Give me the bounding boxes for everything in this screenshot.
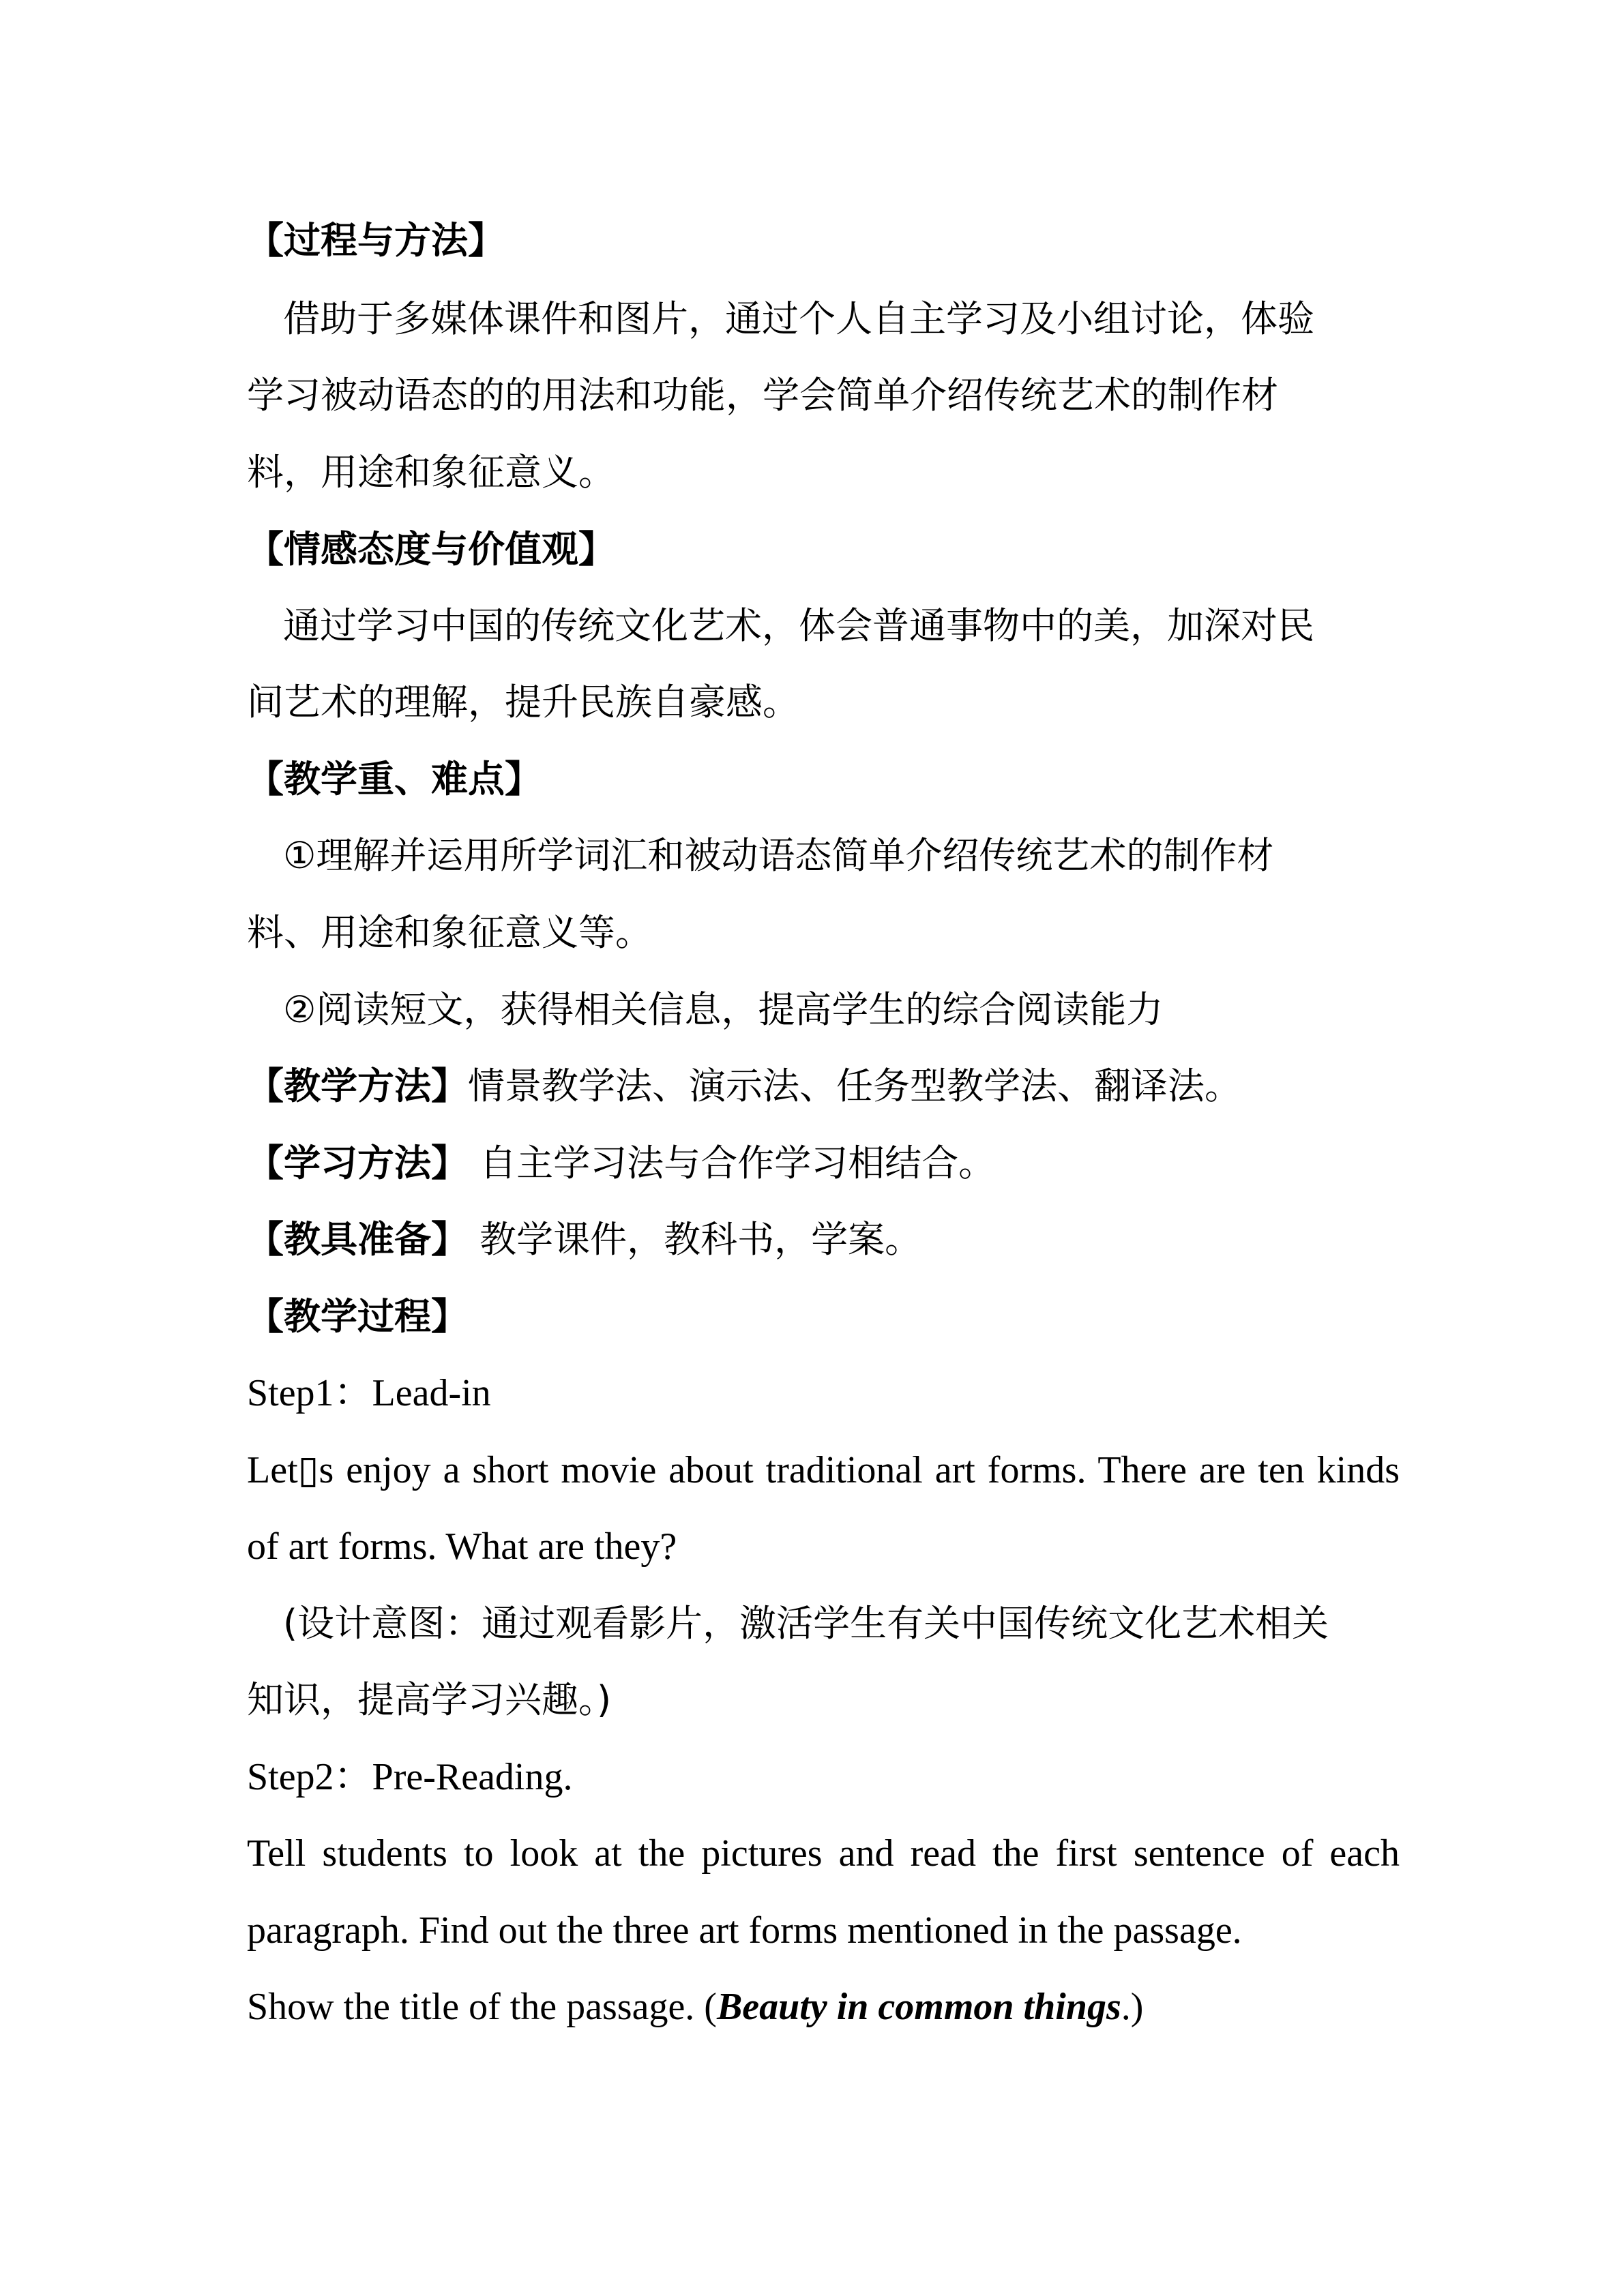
step1-title: Step1：Lead-in — [247, 1372, 491, 1414]
emotion-heading: 【情感态度与价值观】 — [247, 528, 615, 571]
step2-title-prefix: Show the title of the passage. ( — [247, 1986, 717, 2028]
step2-text-line: Tell students to look at the pictures and read the first sentence of each — [247, 1832, 1400, 1875]
process-paragraph-line: 借助于多媒体课件和图片，通过个人自主学习及小组讨论，体验 — [283, 297, 1314, 340]
learning-method-text: 自主学习法与合作学习相结合。 — [468, 1142, 996, 1184]
teaching-method-text: 情景教学法、演示法、任务型教学法、翻译法。 — [468, 1064, 1241, 1107]
step1-text-line: of art forms. What are they? — [247, 1525, 677, 1568]
tools-label: 【教具准备】 — [247, 1218, 468, 1261]
tools-text: 教学课件，教科书，学案。 — [468, 1218, 922, 1261]
procedure-heading: 【教学过程】 — [247, 1295, 468, 1338]
learning-method-label: 【学习方法】 — [247, 1142, 468, 1184]
step2-title-line — [247, 1983, 1400, 2031]
emotion-paragraph-line: 通过学习中国的传统文化艺术，体会普通事物中的美，加深对民 — [283, 604, 1314, 647]
step2-title: Step2：Pre-Reading. — [247, 1756, 573, 1798]
step1-design-note-line: 知识，提高学习兴趣。) — [247, 1678, 612, 1721]
process-paragraph-line: 料，用途和象征意义。 — [247, 451, 615, 494]
emotion-paragraph-line: 间艺术的理解，提升民族自豪感。 — [247, 681, 799, 724]
process-paragraph-line: 学习被动语态的的用法和功能，学会简单介绍传统艺术的制作材 — [247, 374, 1278, 417]
learning-method-row — [247, 1139, 1400, 1187]
keypoint-one-line: ①理解并运用所学词汇和被动语态简单介绍传统艺术的制作材 — [283, 834, 1274, 877]
step1-text-line: Let▯s enjoy a short movie about traditional art forms. There are ten kinds — [247, 1449, 1400, 1491]
process-heading: 【过程与方法】 — [247, 219, 505, 262]
step1-design-note-line: (设计意图：通过观看影片，激活学生有关中国传统文化艺术相关 — [283, 1602, 1329, 1645]
teaching-method-label: 【教学方法】 — [247, 1064, 468, 1107]
passage-title: Beauty in common things — [716, 1986, 1121, 2028]
keypoints-heading: 【教学重、难点】 — [247, 758, 542, 801]
tools-row — [247, 1216, 1400, 1264]
step2-title-suffix: .) — [1121, 1986, 1144, 2028]
keypoint-one-line: 料、用途和象征意义等。 — [247, 911, 652, 954]
teaching-method-row — [247, 1062, 1400, 1110]
keypoint-two: ②阅读短文，获得相关信息，提高学生的综合阅读能力 — [283, 988, 1164, 1031]
step2-text-line: paragraph. Find out the three art forms mentioned in the passage. — [247, 1909, 1242, 1952]
